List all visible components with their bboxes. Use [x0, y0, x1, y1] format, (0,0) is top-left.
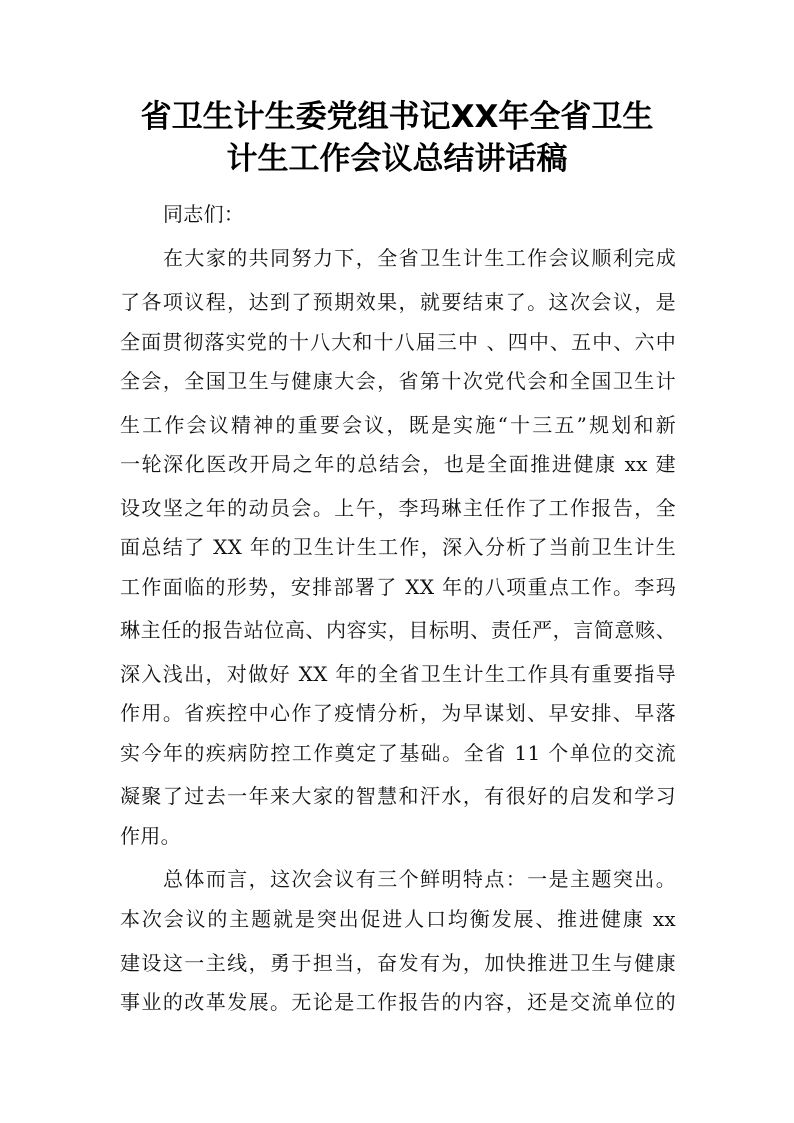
- paragraph-line: 面总结了 XX 年的卫生计生工作，深入分析了当前卫生计生: [120, 535, 676, 559]
- paragraph-line: 全面贯彻落实党的十八大和十八届三中 、四中、五中、六中: [120, 330, 676, 354]
- paragraph-line: 了各项议程，达到了预期效果，就要结束了。这次会议，是: [120, 290, 676, 314]
- paragraph-line: 一轮深化医改开局之年的总结会，也是全面推进健康 xx 建: [120, 452, 676, 476]
- paragraph-line: 生工作会议精神的重要会议，既是实施“十三五”规划和新: [120, 413, 676, 437]
- paragraph-line: 本次会议的主题就是突出促进人口均衡发展、推进健康 xx: [120, 907, 676, 931]
- salutation: 同志们：: [163, 202, 245, 226]
- document-title-line-2: 计生工作会议总结讲话稿: [226, 141, 568, 177]
- paragraph-line: 全会，全国卫生与健康大会，省第十次党代会和全国卫生计: [120, 369, 676, 393]
- paragraph-line: 深入浅出，对做好 XX 年的全省卫生计生工作具有重要指导: [120, 662, 676, 686]
- paragraph-line: 建设这一主线，勇于担当，奋发有为，加快推进卫生与健康: [120, 951, 676, 975]
- paragraph-line: 凝聚了过去一年来大家的智慧和汗水，有很好的启发和学习: [120, 784, 676, 808]
- paragraph-line: 事业的改革发展。无论是工作报告的内容，还是交流单位的: [120, 990, 676, 1014]
- document-title-line-1: 省卫生计生委党组书记XX年全省卫生: [140, 99, 654, 135]
- paragraph-line: 在大家的共同努力下，全省卫生计生工作会议顺利完成: [163, 246, 676, 270]
- paragraph-line: 实今年的疾病防控工作奠定了基础。全省 11 个单位的交流: [120, 741, 676, 765]
- paragraph-line: 琳主任的报告站位高、内容实，目标明、责任严，言简意赅、: [120, 618, 676, 642]
- paragraph-line: 总体而言，这次会议有三个鲜明特点：一是主题突出。: [163, 867, 676, 891]
- paragraph-line: 工作面临的形势，安排部署了 XX 年的八项重点工作。李玛: [120, 575, 676, 599]
- paragraph-line: 作用。: [120, 824, 181, 848]
- paragraph-line: 作用。省疾控中心作了疫情分析，为早谋划、早安排、早落: [120, 701, 676, 725]
- paragraph-line: 设攻坚之年的动员会。上午，李玛琳主任作了工作报告，全: [120, 496, 676, 520]
